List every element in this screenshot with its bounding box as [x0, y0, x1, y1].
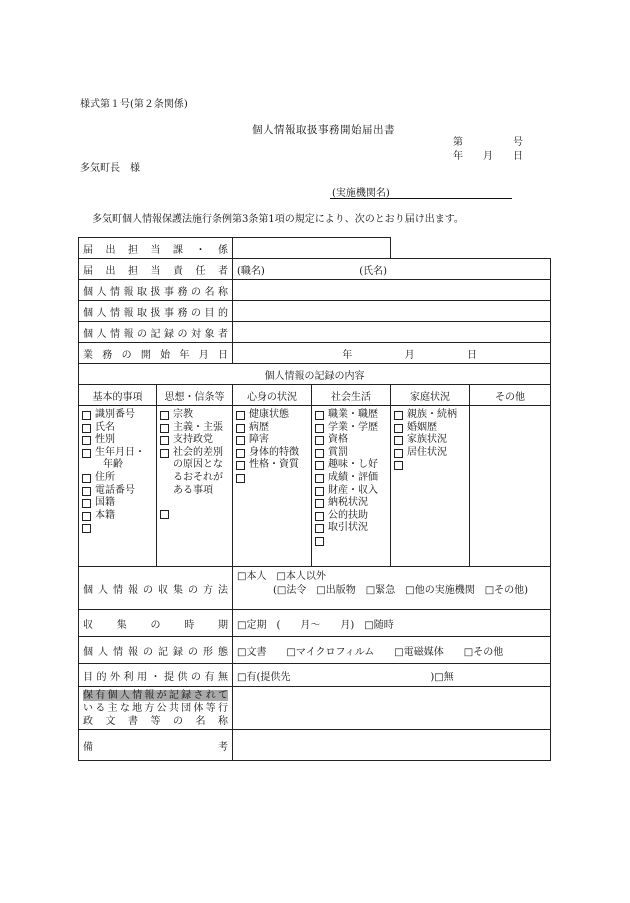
check-item	[82, 447, 153, 460]
label-affair-name: 個人情報取扱事務の名称	[83, 286, 228, 298]
field-holder[interactable]	[233, 687, 551, 730]
checkbox[interactable]	[315, 499, 324, 508]
row-record-target	[79, 322, 551, 343]
records-title: 個人情報の記録の内容	[79, 364, 551, 385]
person-name-label: (氏名)	[359, 265, 387, 277]
checklist-health	[233, 406, 312, 567]
check-item	[236, 422, 308, 435]
check-label: 趣味・し好	[328, 459, 378, 471]
check-item	[160, 497, 229, 508]
checkbox[interactable]	[82, 512, 91, 521]
check-item	[82, 422, 153, 435]
check-item	[160, 434, 229, 447]
check-item	[394, 459, 466, 470]
label-record-target: 個人情報の記録の対象者	[83, 328, 228, 340]
field-remarks[interactable]	[233, 730, 551, 761]
checkbox[interactable]	[236, 461, 245, 470]
checkbox[interactable]	[236, 424, 245, 433]
label-collection: 個人情報の収集の方法	[83, 584, 228, 596]
check-item	[315, 535, 387, 546]
checkbox[interactable]	[236, 436, 245, 445]
check-label: 年齢	[103, 459, 123, 471]
check-label: 親族・続柄	[407, 409, 457, 420]
checkbox[interactable]	[160, 424, 169, 433]
checklist-social	[312, 406, 391, 567]
form-number: 様式第１号(第２条関係)	[80, 99, 188, 110]
check-item	[315, 485, 387, 498]
check-label: 性別	[95, 434, 115, 446]
check-label: 病歴	[249, 421, 269, 433]
number-prefix: 第	[453, 137, 463, 148]
checkbox[interactable]	[315, 449, 324, 458]
check-item	[82, 510, 153, 523]
checkbox[interactable]	[315, 524, 324, 533]
checkbox[interactable]	[236, 474, 245, 483]
checkbox[interactable]	[82, 499, 91, 508]
check-item	[315, 459, 387, 472]
check-label: 電話番号	[95, 484, 135, 496]
check-item	[82, 485, 153, 498]
agency-underline	[330, 198, 512, 199]
check-item	[160, 472, 229, 485]
empty-corner	[391, 238, 551, 259]
checkbox[interactable]	[315, 461, 324, 470]
checklist-belief	[157, 406, 233, 567]
check-item	[236, 434, 308, 447]
check-label: 居住状況	[407, 446, 447, 458]
check-item	[160, 447, 229, 460]
check-label: 住所	[95, 471, 115, 483]
checkbox[interactable]	[394, 449, 403, 458]
date-year-label: 年	[453, 151, 463, 162]
checkbox[interactable]	[315, 424, 324, 433]
check-item	[82, 434, 153, 447]
checkbox[interactable]	[82, 474, 91, 483]
row-affair-purpose	[79, 301, 551, 322]
start-month-label: 月	[404, 349, 415, 361]
checkbox[interactable]	[315, 537, 324, 546]
check-label: 納税状況	[328, 497, 368, 509]
checkbox[interactable]	[315, 411, 324, 420]
holder-line3: 政文書等の名称	[83, 715, 228, 727]
checkbox[interactable]	[160, 510, 169, 519]
checkbox[interactable]	[394, 424, 403, 433]
checkbox[interactable]	[394, 461, 403, 470]
check-item	[160, 459, 229, 472]
checkbox[interactable]	[394, 411, 403, 420]
check-label: 主義・主張	[173, 421, 223, 433]
check-label: 職業・職歴	[328, 409, 378, 420]
check-label: 健康状態	[249, 409, 289, 420]
check-item	[236, 459, 308, 472]
check-item	[394, 422, 466, 435]
checkbox[interactable]	[394, 436, 403, 445]
row-person	[79, 259, 551, 280]
field-collection[interactable]	[233, 567, 551, 610]
checkbox[interactable]	[82, 487, 91, 496]
checkbox[interactable]	[160, 436, 169, 445]
checkbox[interactable]	[160, 411, 169, 420]
label-person: 届出担当責任者	[83, 265, 228, 277]
check-item	[236, 447, 308, 460]
category-other: その他	[470, 385, 551, 406]
row-external	[79, 664, 551, 687]
check-item	[315, 434, 387, 447]
field-form[interactable]: □文書 □マイクロフィルム □電磁媒体 □その他	[233, 637, 551, 664]
row-remarks	[79, 730, 551, 761]
checkbox[interactable]	[315, 512, 324, 521]
label-affair-purpose: 個人情報取扱事務の目的	[83, 307, 228, 319]
check-item	[315, 497, 387, 510]
check-item	[160, 508, 229, 519]
check-item	[315, 409, 387, 422]
check-item	[82, 522, 153, 533]
row-categories	[79, 385, 551, 406]
check-label: 成績・評価	[328, 471, 378, 483]
row-start-date	[79, 343, 551, 364]
date-month-label: 月	[483, 151, 493, 162]
check-label: 支持政党	[173, 434, 213, 446]
label-external: 目的外利用・提供の有無	[83, 671, 228, 683]
checkbox[interactable]	[236, 411, 245, 420]
category-belief: 思想・信条等	[157, 385, 233, 406]
check-label: 資格	[328, 434, 348, 446]
field-timing[interactable]: □定期 ( 月〜 月) □随時	[233, 610, 551, 637]
check-item	[394, 434, 466, 447]
field-person[interactable]	[233, 259, 551, 280]
check-item	[315, 447, 387, 460]
label-timing: 収集の時期	[83, 619, 228, 631]
agency-label: (実施機関名)	[332, 188, 390, 199]
notification-form-table	[78, 237, 551, 761]
start-day-label: 日	[466, 349, 477, 361]
category-social: 社会生活	[312, 385, 391, 406]
check-label: 財産・収入	[328, 484, 378, 496]
check-label: 公的扶助	[328, 509, 368, 521]
label-remarks: 備考	[83, 741, 228, 753]
row-collection	[79, 567, 551, 610]
check-label: の原因とな	[173, 459, 223, 471]
check-label: 取引状況	[328, 522, 368, 534]
check-item	[160, 422, 229, 435]
check-item	[236, 409, 308, 422]
field-record-target[interactable]	[233, 322, 551, 343]
check-label: 障害	[249, 434, 269, 446]
checkbox[interactable]	[315, 474, 324, 483]
holder-line2: いる主な地方公共団体等行	[83, 702, 228, 714]
row-check-items	[79, 406, 551, 567]
check-item	[82, 459, 153, 472]
person-post-label: (職名)	[237, 265, 265, 277]
check-item	[160, 409, 229, 422]
row-timing	[79, 610, 551, 637]
checkbox[interactable]	[82, 436, 91, 445]
check-label: 氏名	[95, 421, 115, 433]
check-label: 社会的差別	[173, 446, 223, 458]
check-label: 性格・資質	[249, 459, 299, 471]
checkbox[interactable]	[315, 436, 324, 445]
check-item	[394, 409, 466, 422]
check-label: ある事項	[173, 484, 213, 496]
holder-line1: 保有個人情報が記録されて	[83, 689, 228, 701]
check-item	[315, 422, 387, 435]
check-item	[82, 409, 153, 422]
checkbox[interactable]	[82, 411, 91, 420]
number-suffix: 号	[513, 137, 523, 148]
field-external[interactable]: □有(提供先 )□無	[233, 664, 551, 687]
checkbox[interactable]	[82, 449, 91, 458]
category-basic: 基本的事項	[79, 385, 157, 406]
category-family: 家庭状況	[391, 385, 470, 406]
label-start-date: 業務の開始年月日	[83, 349, 228, 361]
collection-line1: □本人 □本人以外	[237, 571, 326, 582]
check-label: 識別番号	[95, 409, 135, 420]
label-section: 届出担当課・係	[83, 244, 228, 256]
check-item	[82, 472, 153, 485]
checklist-family	[391, 406, 470, 567]
check-item	[315, 472, 387, 485]
check-item	[315, 510, 387, 523]
check-label: 学業・学歴	[328, 421, 378, 433]
checkbox[interactable]	[82, 524, 91, 533]
date-day-label: 日	[513, 151, 523, 162]
label-form: 個人情報の記録の形態	[83, 646, 228, 658]
checklist-basic	[79, 406, 157, 567]
check-label: 家族状況	[407, 434, 447, 446]
check-label: るおそれが	[173, 471, 223, 483]
field-section[interactable]	[233, 238, 391, 259]
check-label: 婚姻歴	[407, 421, 437, 433]
check-label: 宗教	[173, 409, 193, 420]
row-affair-name	[79, 280, 551, 301]
start-year-label: 年	[342, 349, 353, 361]
row-holder	[79, 687, 551, 730]
checkbox[interactable]	[236, 449, 245, 458]
field-affair-purpose[interactable]	[233, 301, 551, 322]
checkbox[interactable]	[160, 449, 169, 458]
checkbox[interactable]	[315, 487, 324, 496]
check-item	[82, 497, 153, 510]
collection-line2: (□法令 □出版物 □緊急 □他の実施機関 □その他)	[273, 585, 529, 596]
addressee: 多気町長 様	[80, 163, 140, 174]
category-health: 心身の状況	[233, 385, 312, 406]
check-item	[236, 472, 308, 483]
preamble: 多気町個人情報保護法施行条例第3条第1項の規定により、次のとおり届け出ます。	[92, 214, 464, 225]
field-start-date[interactable]	[233, 343, 551, 364]
row-form	[79, 637, 551, 664]
check-label: 生年月日・	[95, 446, 145, 458]
check-item	[315, 522, 387, 535]
checkbox[interactable]	[82, 424, 91, 433]
row-section	[79, 238, 551, 259]
field-affair-name[interactable]	[233, 280, 551, 301]
check-label: 本籍	[95, 509, 115, 521]
check-label: 身体的特徴	[249, 446, 299, 458]
check-label: 賞罰	[328, 446, 348, 458]
row-records-title	[79, 364, 551, 385]
checklist-other	[470, 406, 551, 567]
check-label: 国籍	[95, 497, 115, 509]
document-title: 個人情報取扱事務開始届出書	[252, 124, 395, 136]
check-item	[394, 447, 466, 460]
check-item	[160, 485, 229, 498]
